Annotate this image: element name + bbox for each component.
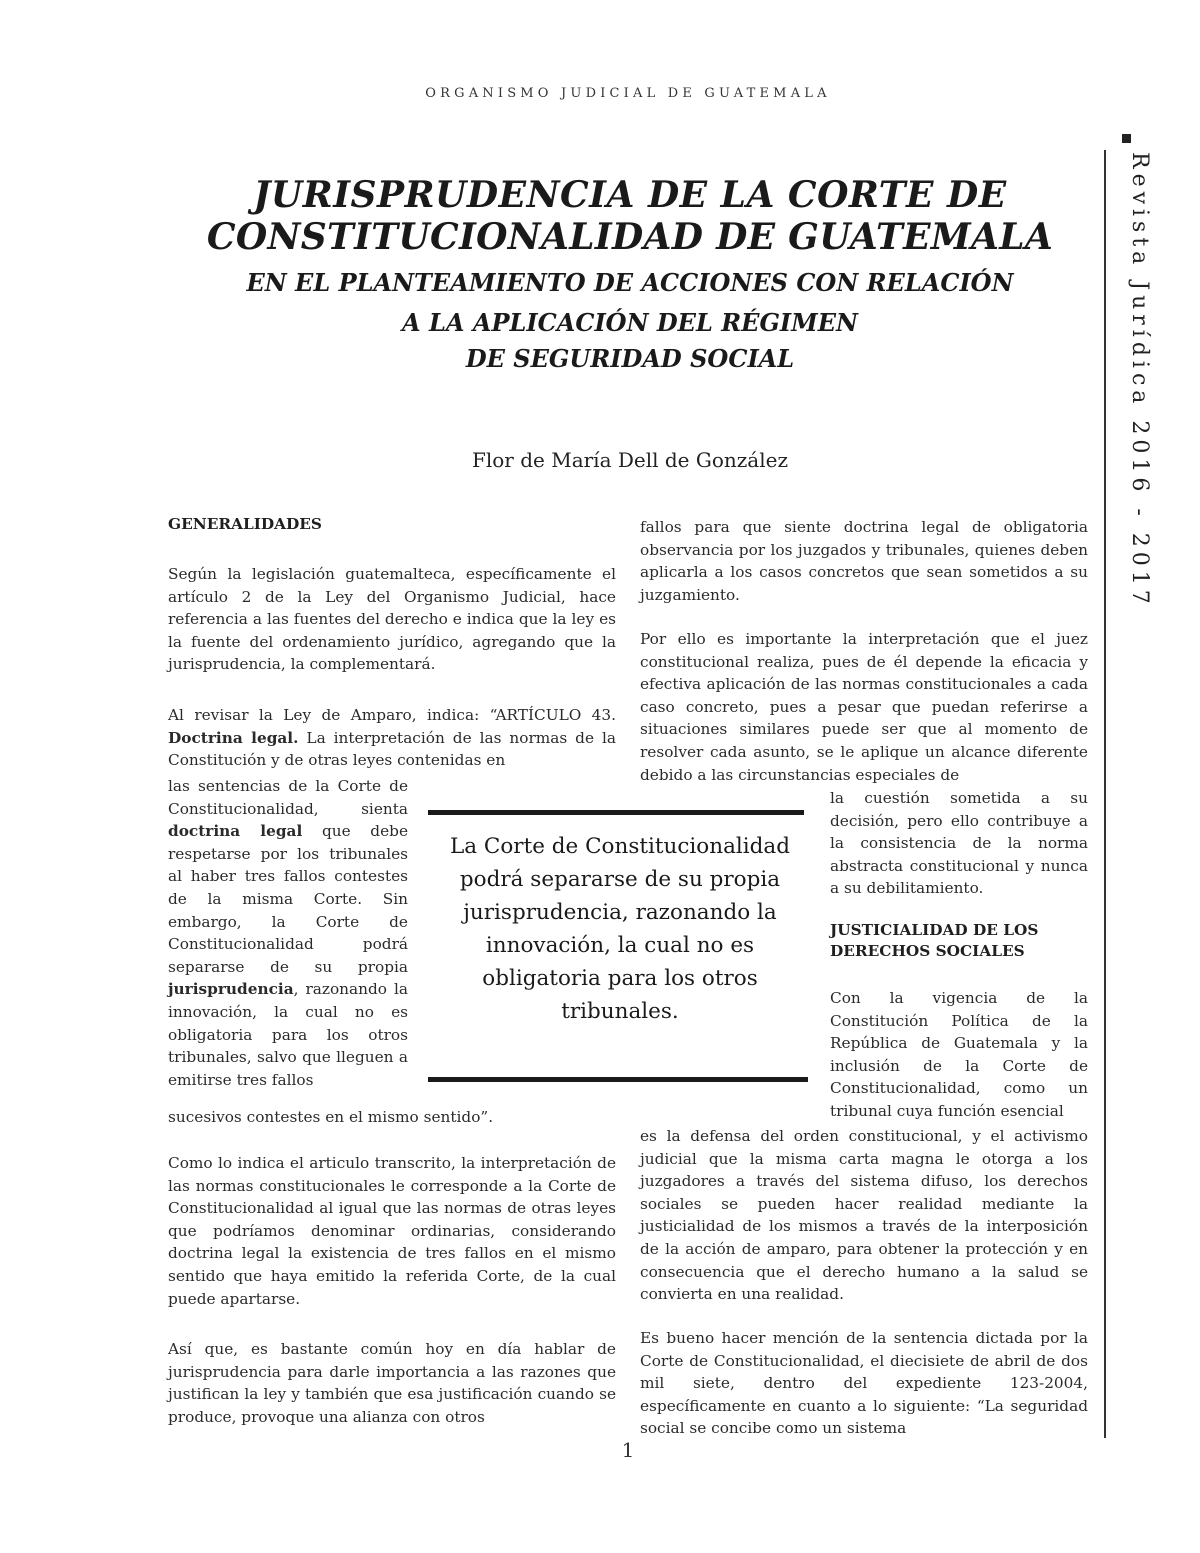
bold-term: Doctrina legal. [168, 728, 299, 747]
paragraph-left-4: Así que, es bastante común hoy en día hablar de jurisprudencia para darle importancia a las razones que justifican la ley y también que esa justificación cuando se produce, provoque una alianza con otros [168, 1340, 616, 1426]
text-run: Al revisar la Ley de Amparo, indica: “ARTÍCULO 43. [168, 706, 616, 724]
paragraph-left-2-wrap [168, 775, 408, 1091]
bold-term: doctrina legal [168, 822, 303, 841]
paragraph-right-3-full: es la defensa del orden constitucional, y el activismo judicial que la misma carta magna le otorga a los juzgadores a través del sistema difuso, los derechos sociales se pueden hacer realidad mediante la justicialidad de los mismos a través de la interposición de la acción de amparo, para obtener la protección y en consecuencia que el derecho humano a la salud se convierta en una realidad. [640, 1127, 1088, 1304]
paragraph-right-1: fallos para que siente doctrina legal de obligatoria observancia por los juzgados y tribunales, quienes deben aplicarla a los casos concretos que sean sometidos a su juzgamiento. [640, 518, 1088, 604]
pullquote-rule-bottom [428, 1077, 808, 1082]
subtitle-line-1: EN EL PLANTEAMIENTO DE ACCIONES CON RELACIÓN [246, 268, 1014, 297]
text-run: las sentencias de la Corte de Constitucionalidad, sienta [168, 777, 408, 818]
bold-term: jurisprudencia [168, 980, 294, 999]
author-name: Flor de María Dell de González [471, 448, 788, 472]
paragraph-left-2-top [168, 704, 616, 772]
journal-side-title: Revista Jurídica 2016 - 2017 [1127, 152, 1152, 609]
paragraph-left-2-end: sucesivos contestes en el mismo sentido”. [168, 1108, 494, 1126]
pullquote-rule-top [428, 810, 804, 815]
section-heading-generalidades: GENERALIDADES [168, 515, 322, 533]
subtitle-line-3: DE SEGURIDAD SOCIAL [465, 344, 795, 373]
side-bullet [1122, 134, 1131, 143]
side-rule [1104, 150, 1106, 1438]
pullquote-text: La Corte de Constitucionalidad podrá separarse de su propia jurisprudencia, razonando la innovación, la cual no es obligatoria para los otros tribunales. [449, 834, 791, 1024]
page-number: 1 [621, 1438, 635, 1462]
paragraph-right-4: Es bueno hacer mención de la sentencia dictada por la Corte de Constitucionalidad, el diecisiete de abril de dos mil siete, dentro del expediente 123-2004, específicamente en cuanto a lo siguiente: “La seguridad social se concibe como un sistema [640, 1329, 1088, 1438]
text-run: La interpretación de las normas de la Constitución y de otras leyes contenidas en [168, 728, 616, 770]
title-line-1: JURISPRUDENCIA DE LA CORTE DE [253, 174, 1007, 216]
paragraph-right-2-top: Por ello es importante la interpretación que el juez constitucional realiza, pues de él depende la eficacia y efectiva aplicación de las normas constitucionales a cada caso concreto, pues a pesar que puedan referirse a situaciones similares puede ser que al momento de resolver cada asunto, se le aplique un alcance diferente debido a las circunstancias especiales de [640, 630, 1088, 784]
text-run: , razonando la innovación, la cual no es obligatoria para los otros tribunales, salvo que lleguen a emitirse tres fallos [168, 980, 408, 1089]
text-run: que debe respetarse por los tribunales al haber tres fallos contestes de la misma Corte. Sin embargo, la Corte de Constitucionalidad podrá separarse de su propia [168, 822, 408, 976]
paragraph-right-3-wrap: Con la vigencia de la Constitución Política de la República de Guatemala y la inclusión de la Corte de Constitucionalidad, como un tribunal cuya función esencial [830, 989, 1088, 1120]
running-header: ORGANISMO JUDICIAL DE GUATEMALA [425, 86, 831, 101]
subtitle-line-2: A LA APLICACIÓN DEL RÉGIMEN [402, 308, 858, 337]
paragraph-left-3: Como lo indica el articulo transcrito, la interpretación de las normas constitucionales le corresponde a la Corte de Constitucionalidad al igual que las normas de otras leyes que podríamos denominar ordinarias, considerando doctrina legal la existencia de tres fallos en el mismo sentido que haya emitido la referida Corte, de la cual puede apartarse. [168, 1154, 616, 1308]
title-line-2: CONSTITUCIONALIDAD DE GUATEMALA [206, 216, 1054, 258]
section-heading-justicialidad: JUSTICIALIDAD DE LOS DERECHOS SOCIALES [830, 921, 1039, 960]
paragraph-right-2-wrap: la cuestión sometida a su decisión, pero ello contribuye a la consistencia de la norma abstracta constitucional y nunca a su debilitamiento. [830, 789, 1088, 898]
paragraph-left-1: Según la legislación guatemalteca, específicamente el artículo 2 de la Ley del Organismo Judicial, hace referencia a las fuentes del derecho e indica que la ley es la fuente del ordenamiento jurídico, agregando que la jurisprudencia, la complementará. [168, 565, 616, 674]
